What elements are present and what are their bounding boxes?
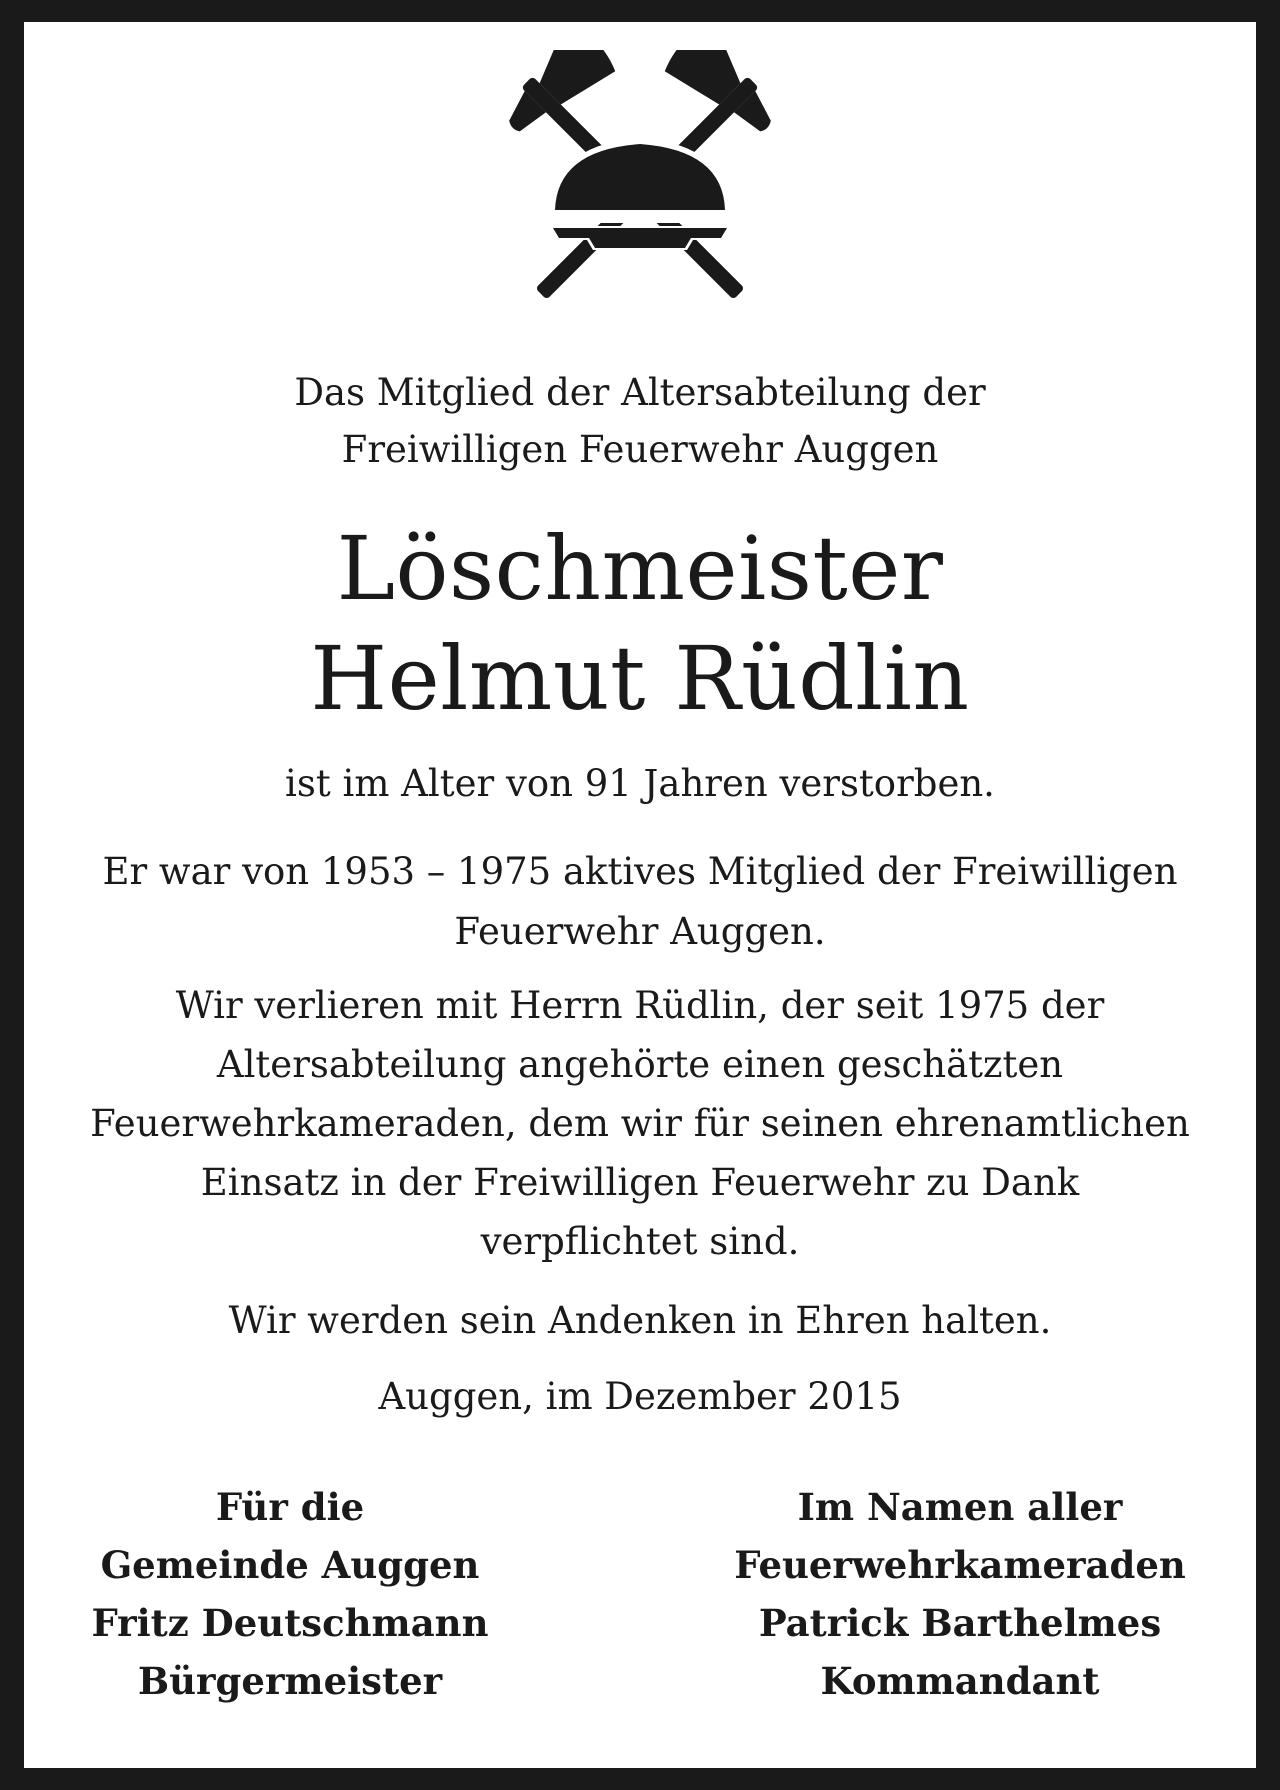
firefighter-helmet-crossed-axes-icon xyxy=(487,50,793,340)
signature-line: Feuerwehrkameraden xyxy=(734,1543,1186,1587)
signature-line: Patrick Barthelmes xyxy=(758,1601,1162,1645)
signature-line: Gemeinde Auggen xyxy=(100,1543,480,1587)
signature-line: Im Namen aller xyxy=(797,1485,1123,1529)
text-line: verpflichtet sind. xyxy=(480,1220,800,1263)
text-line: Altersabteilung angehörte einen geschätzten xyxy=(216,1043,1064,1086)
text-line: Auggen, im Dezember 2015 xyxy=(378,1375,902,1418)
membership-paragraph xyxy=(60,842,1220,962)
signature-line: Für die xyxy=(215,1485,365,1529)
remembrance-line xyxy=(60,1292,1220,1350)
signature-line: Fritz Deutschmann xyxy=(91,1601,489,1645)
age-statement xyxy=(60,756,1220,812)
intro-line: Freiwilligen Feuerwehr Auggen xyxy=(341,428,939,471)
text-line: Wir werden sein Andenken in Ehren halten. xyxy=(228,1299,1052,1342)
text-line: Wir verlieren mit Herrn Rüdlin, der seit 1975 der xyxy=(175,984,1105,1027)
signature-municipality xyxy=(30,1478,550,1710)
intro-line: Das Mitglied der Altersabteilung der xyxy=(294,371,986,414)
deceased-headline xyxy=(60,514,1220,734)
deceased-name: Helmut Rüdlin xyxy=(310,627,970,730)
signature-fire-department xyxy=(700,1478,1220,1710)
tribute-paragraph xyxy=(60,976,1220,1271)
text-line: ist im Alter von 91 Jahren verstorben. xyxy=(285,762,995,805)
text-line: Einsatz in der Freiwilligen Feuerwehr zu Dank xyxy=(200,1161,1080,1204)
text-line: Feuerwehr Auggen. xyxy=(454,910,826,953)
intro-text xyxy=(60,364,1220,478)
signature-line: Bürgermeister xyxy=(137,1659,443,1703)
text-line: Feuerwehrkameraden, dem wir für seinen ehrenamtlichen xyxy=(90,1102,1190,1145)
text-line: Er war von 1953 – 1975 aktives Mitglied der Freiwilligen xyxy=(102,850,1178,893)
place-date xyxy=(60,1368,1220,1426)
signature-line: Kommandant xyxy=(820,1659,1100,1703)
deceased-rank: Löschmeister xyxy=(336,517,944,620)
